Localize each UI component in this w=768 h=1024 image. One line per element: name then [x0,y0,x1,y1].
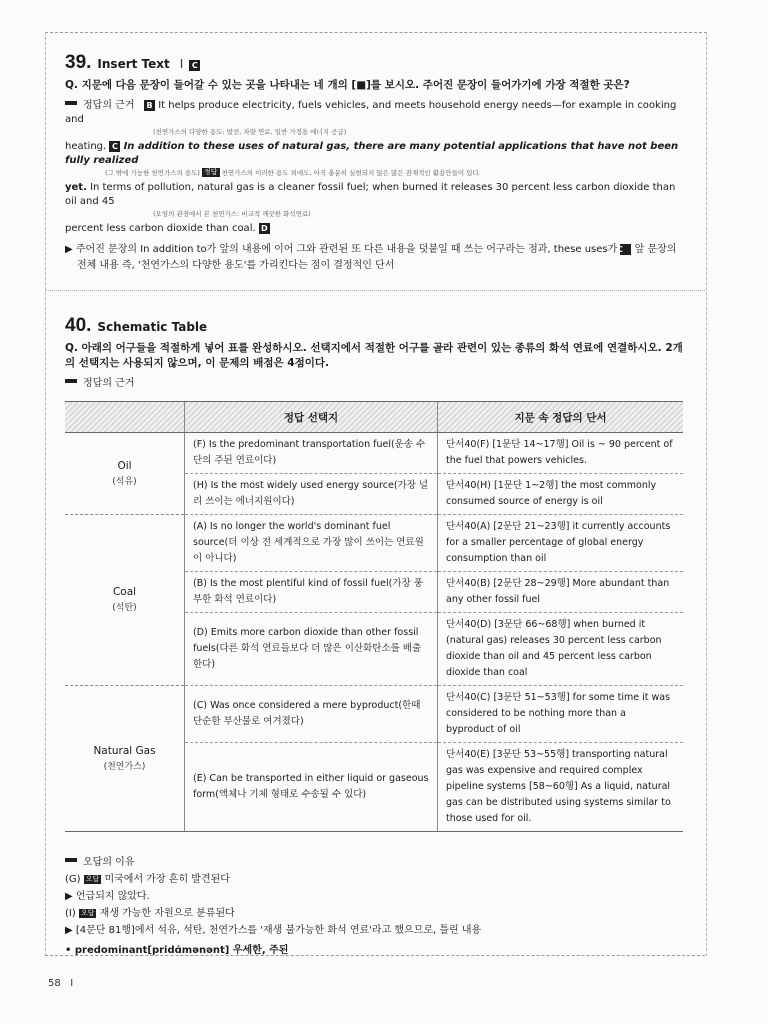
fuel-name: Natural Gas [93,744,156,757]
q39-gloss3: (오염의 관점에서 본 천연가스: 비교적 깨끗한 화석연료) [153,210,311,218]
q39-line3 [65,181,685,209]
q39-evidence-label: 정답의 근거 [83,100,135,111]
table-row [65,515,683,572]
q39-line4 [65,222,685,236]
q39-gloss2b: 천연가스의 이러한 용도 외에도, 아직 충분히 실현되지 않은 많은 잠재적인 활용안들이 있다. [221,169,481,177]
q39-separator: I [179,57,184,71]
marker-b: B [144,100,155,111]
marker-c-note: C [620,244,631,255]
q39-line4-text: percent less carbon dioxide than coal. [65,223,256,234]
wrong-g-text: 미국에서 가장 흔히 발견된다 [104,874,230,885]
section-divider [45,290,705,291]
q39-answer-box: C [189,60,200,71]
fuel-name-ko: (천연가스) [103,761,146,772]
table-row [65,433,683,474]
q40-evidence-label: 정답의 근거 [83,378,135,389]
answer-chip: 정답 [204,168,218,176]
q39-line1: It helps produce electricity, fuels vehicles, and meets household energy needs—for example in cooking and [65,100,677,125]
wrong-i-id: (I) [65,908,76,919]
q40-section [65,315,685,959]
q39-gloss2a: (그 밖에 가능한 천연가스의 용도) [105,169,200,177]
wrong-label-row [65,854,685,871]
q39-line2 [65,140,685,168]
fuel-name: Coal [112,586,137,598]
q40-evidence-label-row [65,377,685,391]
clue-cell: 단서40(B) [2문단 28~29행] More abundant than any other fossil fuel [438,572,684,613]
marker-c: C [109,141,120,152]
fuel-name: Oil [117,459,132,472]
schematic-table [65,401,683,832]
q39-note [65,242,685,274]
table-header-fuel [65,402,185,433]
fuel-cell-natural-gas [65,686,185,832]
clue-cell: 단서40(A) [2문단 21~23행] it currently accounts for a smaller percentage of global energy consumption than oil [438,515,684,572]
q39-gloss2 [65,168,685,178]
wrong-answers [65,854,685,959]
table-row [65,686,683,743]
clue-cell: 단서40(F) [1문단 14~17행] Oil is ~ 90 percent of the fuel that powers vehicles. [438,433,684,474]
wrong-chip: 오답 [85,875,100,883]
fuel-name-ko: (석탄) [112,603,137,613]
page-number: 58 [48,978,61,989]
q39-question: Q. 지문에 다음 문장이 들어갈 수 있는 곳을 나타내는 네 개의 [■]를 보시오. 주어진 문장이 들어가기에 가장 적절한 곳은? [65,79,630,91]
option-cell: (E) Can be transported in either liquid or gaseous form(액체나 기체 형태로 수송될 수 있다) [185,743,438,832]
option-cell: (B) Is the most plentiful kind of fossil fuel(가장 풍부한 화석 연료이다) [185,572,438,613]
q40-title: Schematic Table [97,320,208,334]
wrong-g-note: ▶ 언급되지 않았다. [65,891,150,902]
q39-line3-text: In terms of pollution, natural gas is a cleaner fossil fuel; when burned it releases 30 percent less carbon dioxide than oil and 45 [65,182,676,207]
q40-header [65,315,685,337]
option-cell: (C) Was once considered a mere byproduct(한때 단순한 부산물로 여겨졌다) [185,686,438,743]
wrong-label: 오답의 이유 [83,857,135,868]
clue-cell: 단서40(E) [3문단 53~55행] transporting natural gas was expensive and required complex pipeline systems [58~60행] As a liquid, natural gas can be distributed using systems similar to those used for oil. [438,743,684,832]
q39-evidence [65,99,685,127]
wrong-i-text: 재생 가능한 자원으로 분류된다 [99,908,235,919]
page-bar: I [70,978,74,989]
q39-note-post: 앞 문장의 전체 내용 즉, '천연가스의 다양한 용도'를 가리킨다는 점이 결정적인 단서 [77,244,677,271]
table-header-options: 정답 선택지 [185,402,438,433]
q39-line2-bold: In addition to these uses of natural gas, there are many potential applications that have not been fully realized [65,141,679,166]
table-header-clues: 지문 속 정답의 단서 [438,402,684,433]
option-cell: (F) Is the predominant transportation fuel(운송 수단의 주된 연료이다) [185,433,438,474]
q39-note-pre: ▶ 주어진 문장의 In addition to가 앞의 내용에 이어 그와 관련된 또 다른 내용을 덧붙일 때 쓰는 어구라는 점과, these uses가 [65,244,618,255]
clue-cell: 단서40(D) [3문단 66~68행] when burned it (natural gas) releases 30 percent less carbon dioxide than oil and 45 percent less carbon dioxide than coal [438,613,684,686]
option-cell: (A) Is no longer the world's dominant fuel source(더 이상 전 세계적으로 가장 많이 쓰이는 연료원이 아니다) [185,515,438,572]
fuel-name-ko: (석유) [112,476,137,487]
wrong-i [65,905,685,922]
option-cell: (D) Emits more carbon dioxide than other fossil fuels(다른 화석 연료들보다 더 많은 이산화탄소를 배출한다) [185,613,438,686]
wrong-g-id: (G) [65,874,81,885]
q39-line3-yet: yet. [65,182,87,193]
wrong-g [65,871,685,888]
wrong-i-note: ▶ [4문단 81행]에서 석유, 석탄, 천연가스를 '재생 불가능한 화석 연료'라고 했으므로, 틀린 내용 [65,925,482,936]
q39-title: Insert Text [97,57,170,71]
q39-line2-pre: heating. [65,141,107,152]
q39-gloss1: (천연가스의 다양한 용도: 발전, 차량 연료, 일반 가정용 에너지 공급) [153,128,347,136]
fuel-cell-oil [65,433,185,515]
wrong-chip: 오답 [80,909,95,917]
content [65,52,685,959]
bullet-bar-icon [65,858,77,862]
bullet-bar-icon [65,101,77,105]
q40-number: 40. [65,315,92,336]
option-cell: (H) Is the most widely used energy source(가장 널리 쓰이는 에너지원이다) [185,474,438,515]
marker-d: D [259,223,270,234]
q39-number: 39. [65,52,92,73]
q39-header [65,52,685,74]
bullet-bar-icon [65,379,77,383]
fuel-cell-coal [65,515,185,686]
vocab-line: • predominant[pridɑ́mənənt] 우세한, 주된 [65,945,289,956]
clue-cell: 단서40(H) [1문단 1~2행] the most commonly consumed source of energy is oil [438,474,684,515]
page-footer [48,978,73,989]
q40-question: Q. 아래의 어구들을 적절하게 넣어 표를 완성하시오. 선택지에서 적절한 어구를 골라 관련이 있는 종류의 화석 연료에 연결하시오. 2개의 선택지는 사용되지 않으며, 이 문제의 배점은 4점이다. [65,342,683,369]
clue-cell: 단서40(C) [3문단 51~53행] for some time it was considered to be nothing more than a byproduct of oil [438,686,684,743]
